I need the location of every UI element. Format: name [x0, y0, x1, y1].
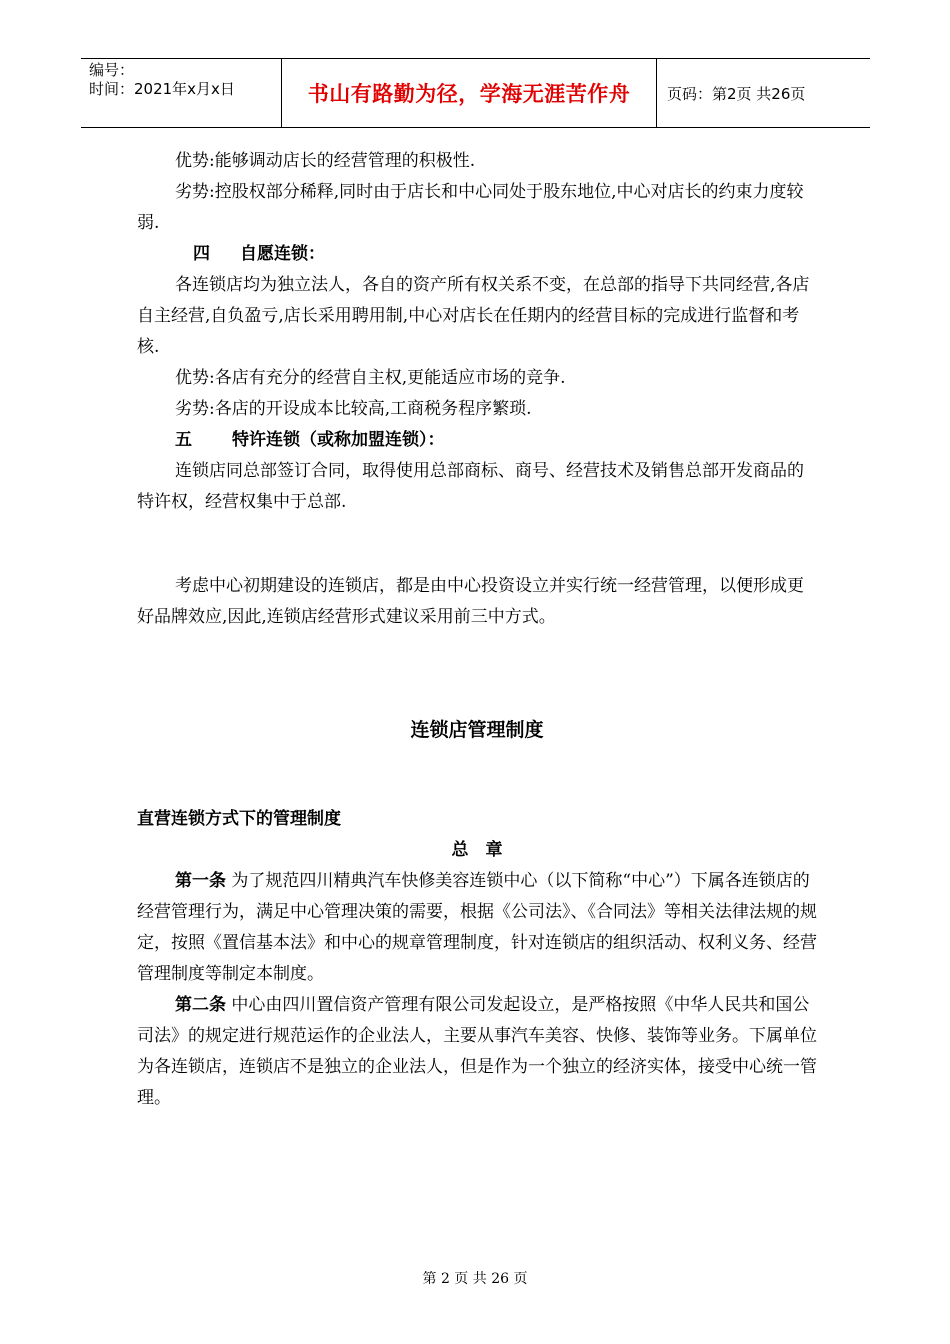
page-footer: 第 2 页 共 26 页	[422, 1271, 528, 1287]
header-meta	[81, 59, 281, 127]
franchise-chain-paragraph: 连锁店同总部签订合同，取得使用总部商标、商号、经营技术及销售总部开发商品的特许权，经营权集中于总部.	[137, 461, 804, 512]
header-page-info: 页码：第2页 共26页	[667, 84, 806, 103]
page-header	[81, 58, 870, 128]
article-1-label: 第一条	[175, 871, 226, 891]
article-2-text: 中心由四川置信资产管理有限公司发起设立，是严格按照《中华人民共和国公司法》的规定进行规范运作的企业法人，主要从事汽车美容、快修、装饰等业务。下属单位为各连锁店，连锁店不是独立的企业法人，但是作为一个独立的经济实体，接受中心统一管理。	[137, 995, 817, 1108]
heading-franchise-chain	[137, 425, 817, 456]
section-title: 连锁店管理制度	[410, 719, 544, 741]
chapter-title: 总 章	[451, 840, 503, 860]
advantage-paragraph-1: 优势:能够调动店长的经营管理的积极性.	[175, 151, 476, 171]
subsection-title: 直营连锁方式下的管理制度	[137, 809, 341, 829]
heading-voluntary-chain	[137, 239, 817, 270]
header-motto: 书山有路勤为径，学海无涯苦作舟	[281, 59, 657, 127]
article-2-label: 第二条	[175, 995, 226, 1015]
document-time: 时间：2021年x月x日	[89, 80, 235, 98]
article-1	[137, 866, 817, 990]
heading-text: 特许连锁（或称加盟连锁）：	[232, 430, 445, 450]
heading-number: 五	[175, 430, 192, 450]
disadvantage-paragraph-2: 劣势:各店的开设成本比较高,工商税务程序繁琐.	[175, 399, 532, 419]
advantage-paragraph-2: 优势:各店有充分的经营自主权,更能适应市场的竞争.	[175, 368, 566, 388]
heading-number: 四	[193, 244, 210, 264]
article-2	[137, 990, 817, 1114]
article-1-text: 为了规范四川精典汽车快修美容连锁中心（以下简称“中心”）下属各连锁店的经营管理行为，满足中心管理决策的需要，根据《公司法》、《合同法》等相关法律法规的规定，按照《置信基本法》和中心的规章管理制度，针对连锁店的组织活动、权利义务、经营管理制度等制定本制度。	[137, 871, 817, 984]
recommendation-paragraph: 考虑中心初期建设的连锁店，都是由中心投资设立并实行统一经营管理，以便形成更好品牌效应,因此,连锁店经营形式建议采用前三中方式。	[137, 576, 804, 627]
disadvantage-paragraph-1: 劣势:控股权部分稀释,同时由于店长和中心同处于股东地位,中心对店长的约束力度较弱.	[137, 182, 804, 233]
document-body	[137, 146, 817, 1114]
voluntary-chain-paragraph: 各连锁店均为独立法人，各自的资产所有权关系不变，在总部的指导下共同经营,各店自主经营,自负盈亏,店长采用聘用制,中心对店长在任期内的经营目标的完成进行监督和考核.	[137, 275, 810, 357]
heading-text: 自愿连锁：	[240, 244, 325, 264]
document-number-label: 编号：	[89, 61, 135, 79]
